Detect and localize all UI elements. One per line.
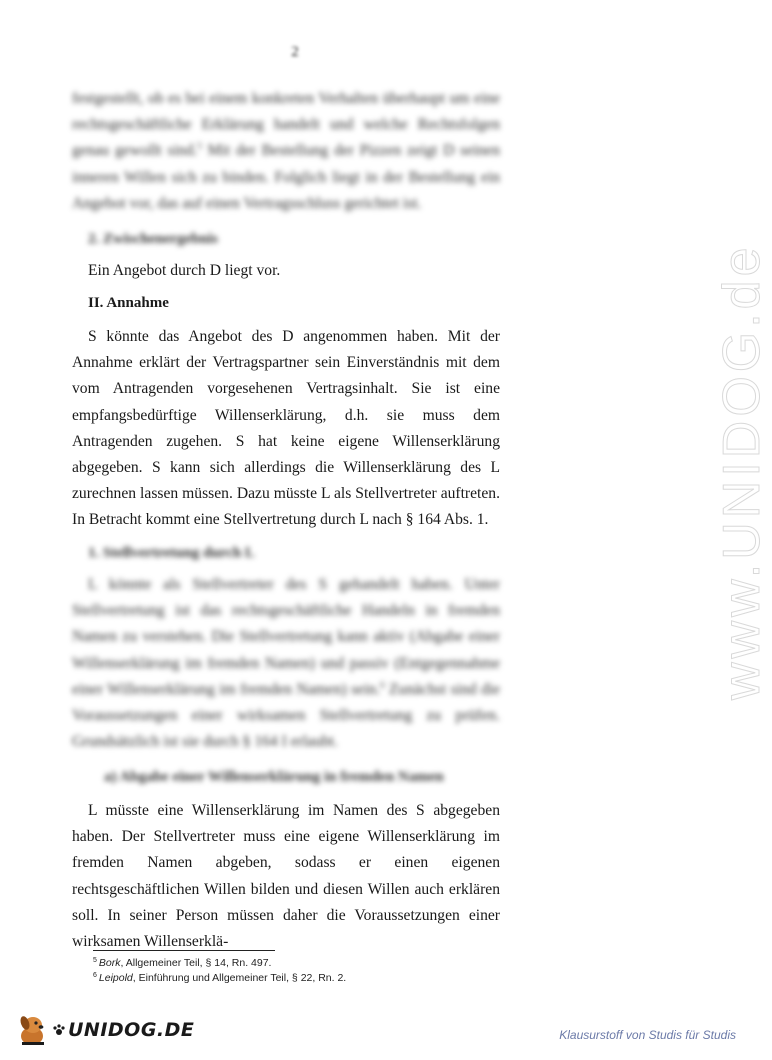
footnote-6 <box>93 971 513 986</box>
paragraph-blurred-1 <box>72 86 500 217</box>
heading-annahme: II. Annahme <box>88 295 169 311</box>
footnote-author: Leipold <box>98 972 133 984</box>
footnote-divider <box>93 950 275 951</box>
paragraph-text: festgestellt, ob es bei einem konkreten Verhalten überhaupt um eine rechtsgeschäftliche Erklärung handelt und welche Rechtsfolgen genau gewollt sind. <box>72 90 500 160</box>
footnote-number: 5 <box>93 956 97 964</box>
footnote-text: , Einführung und Allgemeiner Teil, § 22, Rn. 2. <box>132 972 347 984</box>
tagline: Klausurstoff von Studis für Studis <box>559 1028 736 1042</box>
heading-abgabe: a) Abgabe einer Willenserklärung in fremden Namen <box>104 769 444 785</box>
footnote-author: Bork <box>98 957 121 969</box>
paragraph-abgabe: L müsste eine Willenserklärung im Namen des S abgegeben haben. Der Stellvertreter muss eine eigene Willenserklärung im fremden Namen abgeben, sodass er einen eigenen rechtsgeschäftlichen Willen bilden und diesen Willen auch erklären soll. In seiner Person müssen daher die Voraussetzungen einer wirksamen Willenserklä- <box>72 802 500 951</box>
footnote-ref-5[interactable]: 5 <box>197 141 202 152</box>
watermark: www.UNIDOG.de <box>713 243 771 700</box>
footnotes <box>93 956 513 986</box>
unidog-logo[interactable] <box>16 1010 194 1050</box>
paragraph-angebot-vor: Ein Angebot durch D liegt vor. <box>88 262 281 279</box>
page-number: 2 <box>291 44 299 60</box>
footnote-text: , Allgemeiner Teil, § 14, Rn. 497. <box>120 957 272 969</box>
footnote-5 <box>93 956 513 971</box>
footnote-ref-6[interactable]: 6 <box>380 679 385 690</box>
paragraph-text-tail: Zunächst sind die Voraussetzungen einer wirksamen Stellvertretung zu prüfen. Grundsätzlich ist sie durch § 164 I erlaubt. <box>72 680 501 751</box>
paragraph-text-tail: Mit der Bestellung der Pizzen zeigt D seinen inneren Willen sich zu binden. Folglich liegt in der Bestellung ein Angebot vor, das auf einen Vertragsschluss gerichtet ist. <box>72 142 500 212</box>
paragraph-annahme: S könnte das Angebot des D angenommen haben. Mit der Annahme erklärt der Vertragspartner sein Einverständnis mit dem vom Antragenden vorgesehenen Vertragsinhalt. Sie ist eine empfangsbedürftige Willenserklärung, d.h. sie muss dem Antragenden zugehen. S hat keine eigene Willenserklärung abgegeben. S kann sich allerdings die Willenserklärung des L zurechnen lassen müssen. Dazu müsste L als Stellvertreter auftreten. In Betracht kommt eine Stellvertretung durch L nach § 164 Abs. 1. <box>72 328 500 529</box>
logo-text: UNIDOG.DE <box>68 1019 195 1041</box>
paw-icon <box>52 1023 66 1037</box>
footnote-number: 6 <box>93 971 97 979</box>
heading-zwischenergebnis: 2. Zwischenergebnis <box>88 231 219 247</box>
paragraph-text: L könnte als Stellvertreter des S gehandelt haben. Unter Stellvertretung ist das rechtsgeschäftliche Handeln in fremden Namen zu verstehen. Die Stellvertretung kann aktiv (Abgabe einer Willenserklärung im fremden Namen) und passiv (Entgegennahme einer Willenserklärung im fremden Namen) sein. <box>72 576 500 698</box>
paragraph-blurred-2 <box>72 572 500 755</box>
dog-icon <box>16 1012 50 1048</box>
heading-stellvertretung: 1. Stellvertretung durch L <box>88 545 255 561</box>
